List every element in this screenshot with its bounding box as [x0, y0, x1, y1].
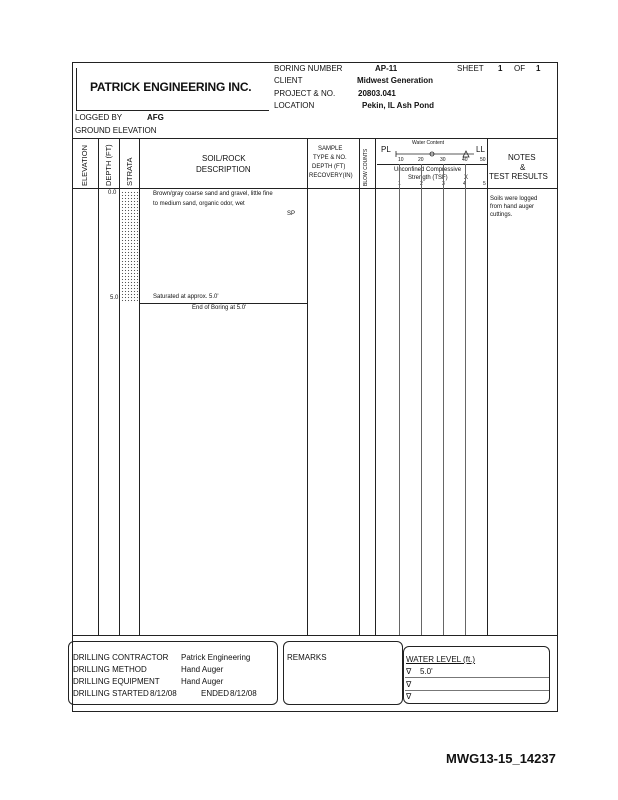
- ucs-tick-2: 2: [420, 181, 423, 187]
- graph-header-divider: [377, 164, 487, 165]
- form-left-border: [72, 62, 73, 712]
- water-level-row-1: [405, 677, 549, 678]
- sheet-total: 1: [536, 64, 541, 73]
- strata-pattern: [121, 191, 138, 303]
- soil-rock-header: SOIL/ROCK: [202, 154, 246, 163]
- notes-amp-header: &: [520, 163, 526, 172]
- sample-type-header: TYPE & NO.: [313, 155, 347, 161]
- sample-header: SAMPLE: [318, 146, 343, 152]
- wc-tick-10: 10: [398, 157, 404, 163]
- footer-top-divider: [72, 635, 558, 636]
- graph-gridline-3: [443, 164, 444, 635]
- ucs-label-2: Strength (TSF): [408, 175, 448, 181]
- water-level-label: WATER LEVEL (ft.): [406, 655, 476, 664]
- ll-label: LL: [476, 145, 485, 154]
- ucs-tick-4: 4: [463, 181, 466, 187]
- equipment: Hand Auger: [181, 677, 224, 686]
- note-line-2: from hand auger: [490, 204, 535, 210]
- ended-date: 8/12/08: [230, 689, 257, 698]
- company-name: PATRICK ENGINEERING INC.: [90, 80, 252, 94]
- pl-label: PL: [381, 145, 391, 154]
- col-divider-elevation: [98, 138, 99, 635]
- wc-tick-50: 50: [480, 157, 486, 163]
- blow-counts-header: BLOW COUNTS: [363, 148, 369, 186]
- location: Pekin, IL Ash Pond: [362, 101, 435, 110]
- header-top-border: [72, 62, 558, 63]
- notes-header: NOTES: [508, 153, 536, 162]
- ucs-x-marker: X: [464, 175, 469, 181]
- sample-recovery-header: RECOVERY(IN): [309, 173, 353, 179]
- note-line-3: cuttings.: [490, 212, 513, 218]
- depth-bottom: 5.0: [110, 295, 119, 301]
- sheet-label: SHEET: [457, 64, 484, 73]
- boring-number: AP-11: [375, 64, 398, 73]
- water-level-symbol-3: ∇: [406, 692, 412, 701]
- wc-tick-40: 40: [462, 157, 468, 163]
- ucs-tick-3: 3: [442, 181, 445, 187]
- elevation-header: ELEVATION: [80, 145, 89, 186]
- col-divider-description: [307, 138, 308, 635]
- ucs-tick-1: 1: [398, 181, 401, 187]
- sample-depth-header: DEPTH (FT): [312, 164, 346, 170]
- sheet-number: 1: [498, 64, 503, 73]
- end-of-boring: End of Boring at 5.0': [192, 305, 247, 311]
- ended-label: ENDED: [201, 689, 230, 698]
- remarks-label: REMARKS: [287, 653, 327, 662]
- col-divider-depth: [119, 138, 120, 635]
- ground-elevation-label: GROUND ELEVATION: [75, 126, 157, 135]
- column-header-bottom: [72, 188, 558, 189]
- wc-tick-30: 30: [440, 157, 446, 163]
- remarks-box: [283, 641, 403, 705]
- wc-tick-20: 20: [418, 157, 424, 163]
- depth-header: DEPTH (FT): [104, 144, 113, 186]
- method: Hand Auger: [181, 665, 224, 674]
- graph-gridline-4: [464, 164, 469, 635]
- col-divider-blow: [375, 138, 376, 635]
- logged-by: AFG: [147, 113, 164, 122]
- boring-number-label: BORING NUMBER: [274, 64, 343, 73]
- saturated-note: Saturated at approx. 5.0': [153, 294, 219, 300]
- ucs-label-1: Unconfined Compressive: [394, 167, 462, 173]
- description-line-1: Brown/gray coarse sand and gravel, little fine: [153, 191, 273, 197]
- water-level-symbol-1: ∇: [406, 667, 412, 676]
- method-label: DRILLING METHOD: [73, 665, 147, 674]
- location-label: LOCATION: [274, 101, 315, 110]
- contractor-label: DRILLING CONTRACTOR: [73, 653, 169, 662]
- project-label: PROJECT & NO.: [274, 89, 336, 98]
- col-divider-strata: [139, 138, 140, 635]
- client-label: CLIENT: [274, 76, 303, 85]
- depth-top: 0.0: [108, 190, 117, 196]
- sheet-of: OF: [514, 64, 526, 73]
- end-of-boring-line: [139, 303, 307, 304]
- started-label: DRILLING STARTED: [73, 689, 149, 698]
- document-id: MWG13-15_14237: [446, 751, 556, 766]
- column-header-top: [72, 138, 558, 139]
- water-content-label: Water Content: [412, 140, 445, 146]
- note-line-1: Soils were logged: [490, 196, 538, 202]
- project-number: 20803.041: [358, 89, 396, 98]
- water-level-symbol-2: ∇: [406, 680, 412, 689]
- test-results-header: TEST RESULTS: [489, 172, 548, 181]
- graph-gridline-1: [399, 164, 400, 635]
- started-date: 8/12/08: [150, 689, 177, 698]
- col-divider-sample: [359, 138, 360, 635]
- ucs-tick-5: 5: [483, 181, 486, 187]
- graph-gridline-2: [421, 164, 422, 635]
- description-header: DESCRIPTION: [196, 165, 251, 174]
- contractor: Patrick Engineering: [181, 653, 251, 662]
- form-right-border: [557, 62, 558, 712]
- equipment-label: DRILLING EQUIPMENT: [73, 677, 160, 686]
- col-divider-graph: [487, 138, 488, 635]
- strata-header: STRATA: [125, 157, 134, 186]
- water-level-row-2: [405, 690, 549, 691]
- form-bottom-border: [72, 711, 558, 712]
- client: Midwest Generation: [357, 76, 434, 85]
- uscs-symbol: SP: [287, 211, 296, 217]
- description-line-2: to medium sand, organic odor, wet: [153, 201, 245, 207]
- water-level-1: 5.0': [420, 667, 433, 676]
- logged-by-label: LOGGED BY: [75, 113, 123, 122]
